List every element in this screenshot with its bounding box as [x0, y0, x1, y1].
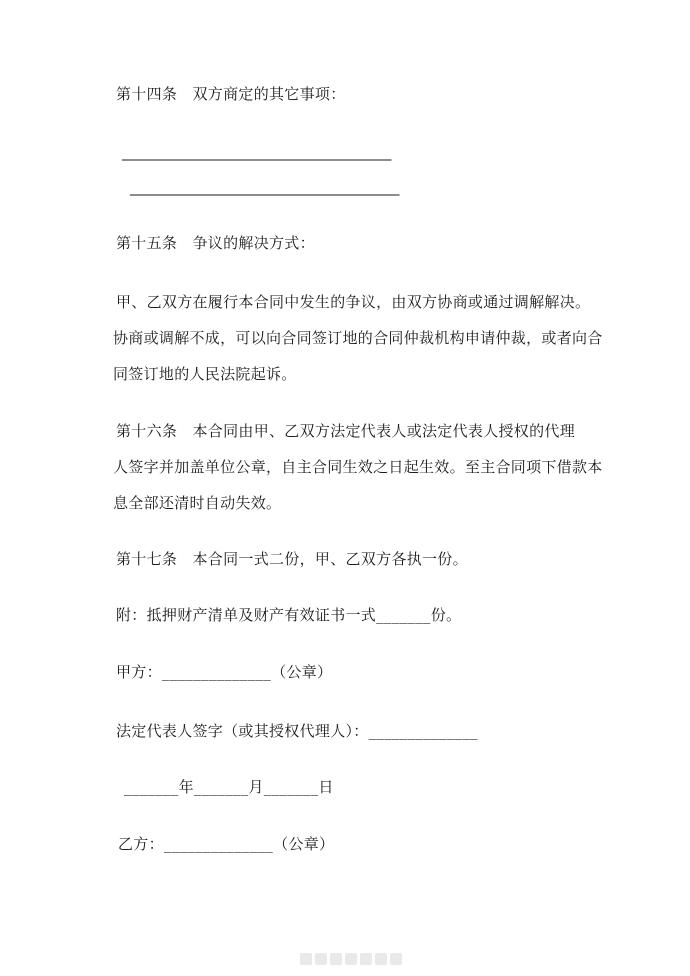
party-b-signature: 乙方：______________（公章） — [118, 835, 335, 853]
article-15-body — [113, 284, 616, 392]
representative-signature: 法定代表人签字（或其授权代理人）：______________ — [116, 722, 478, 740]
article-15-line-3: 同签订地的人民法院起诉。 — [113, 365, 297, 383]
article-14-heading: 第十四条 双方商定的其它事项： — [116, 85, 346, 103]
article-16-line-2: 人签字并加盖单位公章，自主合同生效之日起生效。至主合同项下借款本 — [113, 458, 603, 476]
watermark-logo — [300, 950, 410, 964]
article-16-line-1: 第十六条 本合同由甲、乙双方法定代表人或法定代表人授权的代理 — [116, 422, 576, 440]
article-15-line-2: 协商或调解不成，可以向合同签订地的合同仲裁机构申请仲裁，或者向合 — [113, 329, 603, 347]
article-17-text: 第十七条 本合同一式二份，甲、乙双方各执一份。 — [116, 550, 468, 568]
attachment-text: 附：抵押财产清单及财产有效证书一式_______份。 — [116, 606, 462, 624]
article-15-line-1: 甲、乙双方在履行本合同中发生的争议，由双方协商或通过调解解决。 — [116, 293, 591, 311]
article-15-heading: 第十五条 争议的解决方式： — [116, 234, 315, 252]
article-14-blank-line-2: __________________________________________ — [130, 180, 399, 196]
date-line: _______年_______月_______日 — [124, 778, 334, 796]
party-a-signature: 甲方：______________（公章） — [116, 663, 333, 681]
article-14-blank-line-1: __________________________________________ — [122, 145, 391, 161]
article-16-line-3: 息全部还清时自动失效。 — [113, 494, 282, 512]
article-16-body — [113, 413, 616, 521]
